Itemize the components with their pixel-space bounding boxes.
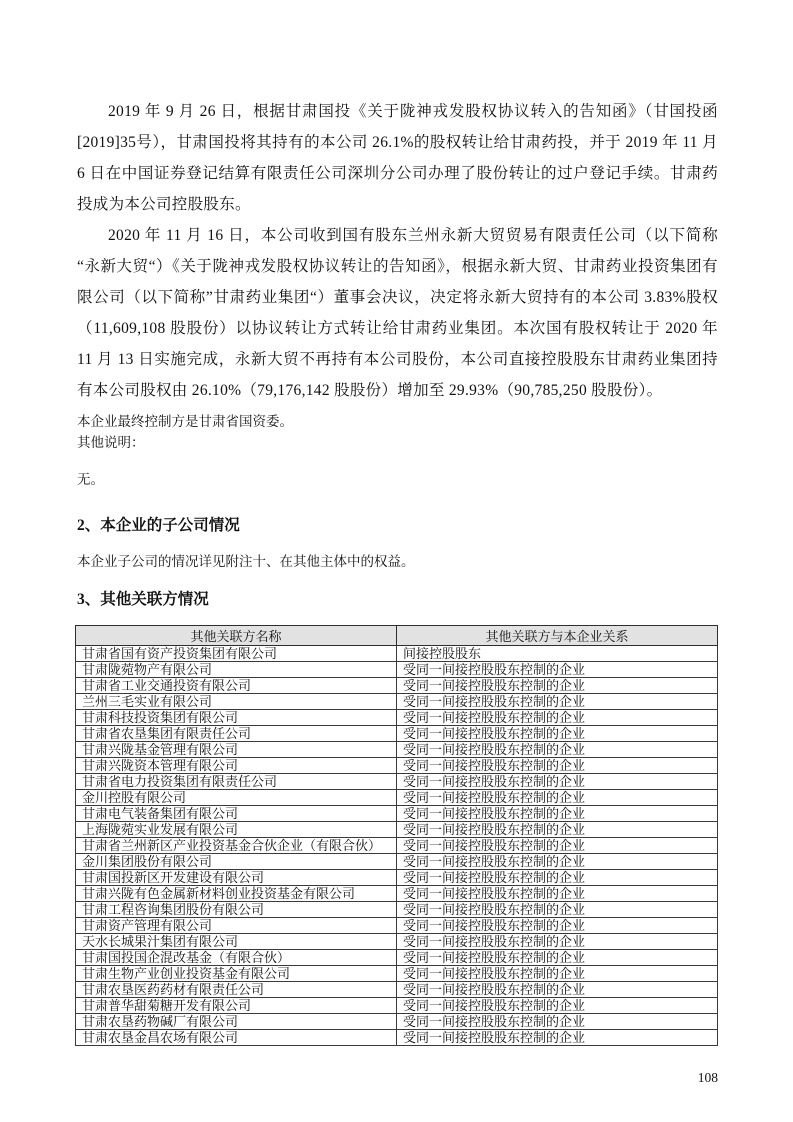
table-row	[76, 806, 718, 822]
table-row	[76, 854, 718, 870]
table-row	[76, 982, 718, 998]
table-row	[76, 678, 718, 694]
paragraph-share-transfer-2020: 2020 年 11 月 16 日，本公司收到国有股东兰州永新大贸贸易有限责任公司（以下简称“永新大贸“）《关于陇神戎发股权协议转让的告知函》，根据永新大贸、甘肃药业投资集团有限公司（以下简称”甘肃药业集团“）董事会决议，决定将永新大贸持有的本公司 3.83%股权（11,609,108 股股份）以协议转让方式转让给甘肃药业集团。本次国有股权转让于 2020 年 11 月 13 日实施完成，永新大贸不再持有本公司股份，本公司直接控股股东甘肃药业集团持有本公司股权由 26.10%（79,176,142 股股份）增加至 29.93%（90,785,250 股股份）。	[77, 227, 718, 399]
table-row	[76, 934, 718, 950]
related-party-name-cell: 甘肃省国有资产投资集团有限公司	[76, 646, 397, 662]
relationship-cell: 受同一间接控股股东控制的企业	[397, 694, 718, 710]
related-party-name-cell: 天水长城果汁集团有限公司	[76, 934, 397, 950]
related-party-name-cell: 甘肃农垦金昌农场有限公司	[76, 1030, 397, 1046]
table-row	[76, 742, 718, 758]
relationship-cell: 受同一间接控股股东控制的企业	[397, 662, 718, 678]
table-row	[76, 710, 718, 726]
related-parties-table-body	[76, 646, 718, 1046]
table-row	[76, 918, 718, 934]
related-party-name-cell: 甘肃省工业交通投资有限公司	[76, 678, 397, 694]
other-notes-value: 无。	[77, 472, 104, 487]
relationship-cell: 受同一间接控股股东控制的企业	[397, 966, 718, 982]
table-row	[76, 774, 718, 790]
related-party-name-cell: 金川集团股份有限公司	[76, 854, 397, 870]
subsidiaries-reference-note: 本企业子公司的情况详见附注十、在其他主体中的权益。	[77, 554, 415, 569]
table-row	[76, 758, 718, 774]
related-party-name-cell: 金川控股有限公司	[76, 790, 397, 806]
table-row	[76, 886, 718, 902]
related-parties-table-header	[76, 626, 718, 646]
related-party-name-cell: 兰州三毛实业有限公司	[76, 694, 397, 710]
relationship-cell: 受同一间接控股股东控制的企业	[397, 902, 718, 918]
table-row	[76, 726, 718, 742]
related-party-name-cell: 甘肃农垦药物碱厂有限公司	[76, 1014, 397, 1030]
page-content	[77, 0, 718, 1086]
relationship-cell: 受同一间接控股股东控制的企业	[397, 1030, 718, 1046]
section-heading-other-related-parties: 3、其他关联方情况	[77, 591, 209, 608]
relationship-cell: 受同一间接控股股东控制的企业	[397, 918, 718, 934]
relationship-cell: 受同一间接控股股东控制的企业	[397, 934, 718, 950]
other-notes-label: 其他说明：	[77, 435, 145, 450]
related-party-name-cell: 甘肃国投国企混改基金（有限合伙）	[76, 950, 397, 966]
table-row	[76, 694, 718, 710]
relationship-cell: 受同一间接控股股东控制的企业	[397, 710, 718, 726]
table-row	[76, 1014, 718, 1030]
relationship-cell: 受同一间接控股股东控制的企业	[397, 774, 718, 790]
relationship-cell: 受同一间接控股股东控制的企业	[397, 758, 718, 774]
related-party-name-cell: 甘肃电气装备集团有限公司	[76, 806, 397, 822]
related-party-name-cell: 甘肃国投新区开发建设有限公司	[76, 870, 397, 886]
related-party-name-cell: 甘肃省电力投资集团有限责任公司	[76, 774, 397, 790]
table-row	[76, 998, 718, 1014]
related-party-name-cell: 甘肃科技投资集团有限公司	[76, 710, 397, 726]
column-header-relationship: 其他关联方与本企业关系	[397, 626, 718, 646]
paragraph-share-transfer-2019: 2019 年 9 月 26 日，根据甘肃国投《关于陇神戎发股权协议转入的告知函》（甘国投函[2019]35号），甘肃国投将其持有的本公司 26.1%的股权转让给甘肃药投，并于 2019 年 11 月 6 日在中国证券登记结算有限责任公司深圳分公司办理了股份转让的过户登记手续。甘肃药投成为本公司控股股东。	[77, 103, 718, 213]
related-party-name-cell: 甘肃省农垦集团有限责任公司	[76, 726, 397, 742]
column-header-related-party-name: 其他关联方名称	[76, 626, 397, 646]
table-row	[76, 646, 718, 662]
table-row	[76, 838, 718, 854]
table-row	[76, 950, 718, 966]
relationship-cell: 受同一间接控股股东控制的企业	[397, 886, 718, 902]
table-row	[76, 662, 718, 678]
table-header-row	[76, 626, 718, 646]
related-party-name-cell: 甘肃兴陇资本管理有限公司	[76, 758, 397, 774]
related-parties-table	[75, 625, 718, 1046]
ultimate-controller-note: 本企业最终控制方是甘肃省国资委。	[77, 414, 293, 429]
relationship-cell: 受同一间接控股股东控制的企业	[397, 742, 718, 758]
relationship-cell: 受同一间接控股股东控制的企业	[397, 870, 718, 886]
relationship-cell: 受同一间接控股股东控制的企业	[397, 1014, 718, 1030]
table-row	[76, 1030, 718, 1046]
related-party-name-cell: 甘肃农垦医药药材有限责任公司	[76, 982, 397, 998]
related-party-name-cell: 甘肃兴陇有色金属新材料创业投资基金有限公司	[76, 886, 397, 902]
relationship-cell: 受同一间接控股股东控制的企业	[397, 838, 718, 854]
table-row	[76, 902, 718, 918]
related-party-name-cell: 甘肃兴陇基金管理有限公司	[76, 742, 397, 758]
relationship-cell: 受同一间接控股股东控制的企业	[397, 982, 718, 998]
section-heading-subsidiaries: 2、本企业的子公司情况	[77, 517, 240, 534]
relationship-cell: 受同一间接控股股东控制的企业	[397, 790, 718, 806]
page-number: 108	[697, 1070, 718, 1085]
relationship-cell: 受同一间接控股股东控制的企业	[397, 678, 718, 694]
related-party-name-cell: 甘肃陇菀物产有限公司	[76, 662, 397, 678]
related-party-name-cell: 甘肃生物产业创业投资基金有限公司	[76, 966, 397, 982]
table-row	[76, 966, 718, 982]
relationship-cell: 间接控股股东	[397, 646, 718, 662]
related-party-name-cell: 甘肃资产管理有限公司	[76, 918, 397, 934]
table-row	[76, 790, 718, 806]
related-party-name-cell: 甘肃普华甜菊糖开发有限公司	[76, 998, 397, 1014]
table-row	[76, 870, 718, 886]
relationship-cell: 受同一间接控股股东控制的企业	[397, 822, 718, 838]
relationship-cell: 受同一间接控股股东控制的企业	[397, 806, 718, 822]
related-party-name-cell: 上海陇菀实业发展有限公司	[76, 822, 397, 838]
relationship-cell: 受同一间接控股股东控制的企业	[397, 950, 718, 966]
relationship-cell: 受同一间接控股股东控制的企业	[397, 998, 718, 1014]
relationship-cell: 受同一间接控股股东控制的企业	[397, 854, 718, 870]
related-party-name-cell: 甘肃工程咨询集团股份有限公司	[76, 902, 397, 918]
relationship-cell: 受同一间接控股股东控制的企业	[397, 726, 718, 742]
related-party-name-cell: 甘肃省兰州新区产业投资基金合伙企业（有限合伙）	[76, 838, 397, 854]
table-row	[76, 822, 718, 838]
